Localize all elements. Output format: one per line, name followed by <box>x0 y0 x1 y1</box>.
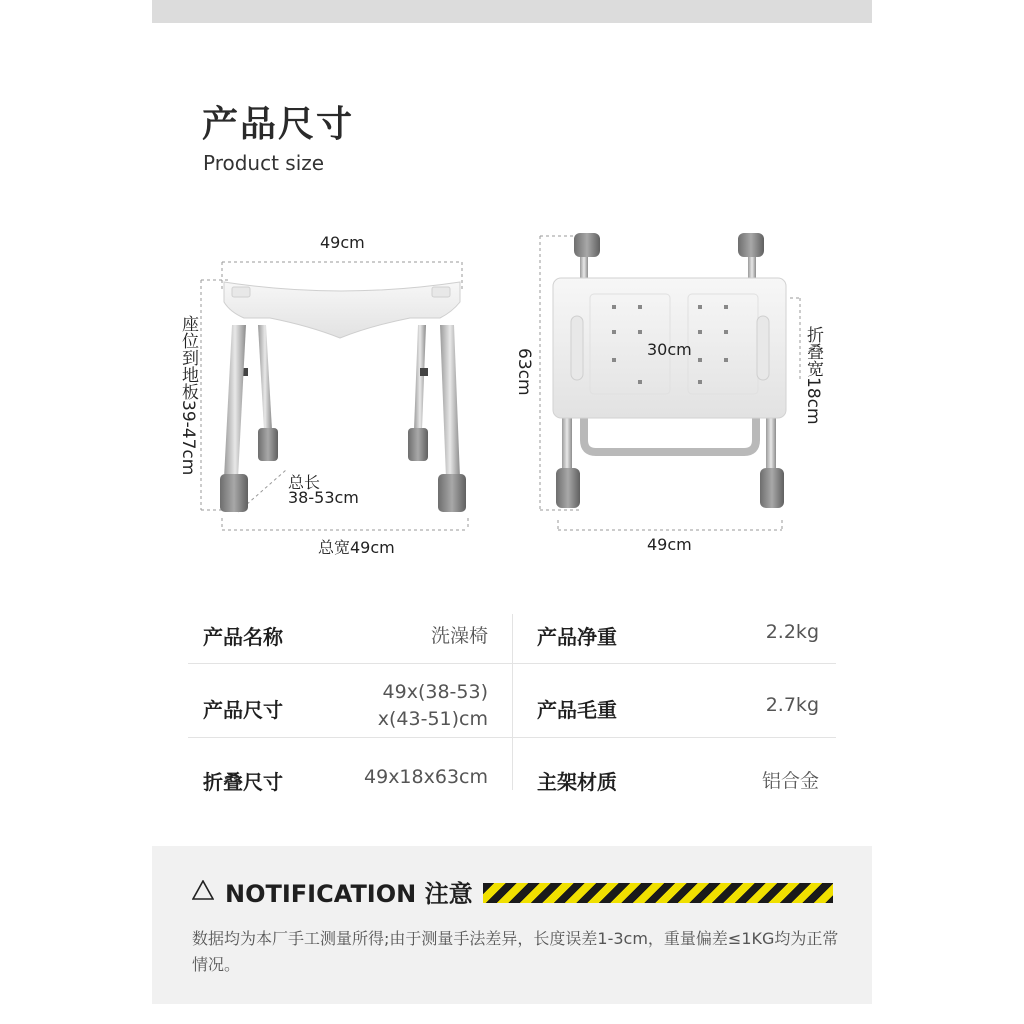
total-width-label: 总宽49cm <box>318 538 395 557</box>
notice-text: 数据均为本厂手工测量所得;由于测量手法差异，长度误差1-3cm，重量偏差≤1KG均为正常情况。 <box>192 929 839 974</box>
spec-net-weight-value: 2.2kg <box>765 621 819 643</box>
spec-gross-weight-label: 产品毛重 <box>537 698 617 722</box>
bottom-width-label: 49cm <box>647 535 692 554</box>
spec-net-weight-label: 产品净重 <box>537 625 617 649</box>
spec-material-label: 主架材质 <box>537 770 617 794</box>
notice-panel <box>152 846 872 1004</box>
left-stool-front-legs <box>220 325 466 512</box>
spec-size-label: 产品尺寸 <box>203 698 283 722</box>
left-stool-back-legs <box>240 325 428 461</box>
seat-depth-label: 30cm <box>647 340 692 359</box>
right-stool-frame <box>556 410 784 508</box>
spec-fold-label: 折叠尺寸 <box>203 770 283 794</box>
spec-size-value-1: 49x(38-53) <box>382 681 488 703</box>
spec-row-separator <box>188 737 836 738</box>
spec-name-label: 产品名称 <box>203 625 283 649</box>
length-value: 38-53cm <box>288 488 359 507</box>
spec-gross-weight-value: 2.7kg <box>765 694 819 716</box>
spec-table <box>188 600 836 794</box>
spec-material-value: 铝合金 <box>761 770 819 792</box>
page-subtitle: Product size <box>203 151 325 175</box>
spec-name-value: 洗澡椅 <box>430 625 488 647</box>
height-label: 63cm <box>514 348 534 396</box>
length-label: 总长 <box>288 473 321 492</box>
spec-fold-value: 49x18x63cm <box>364 766 488 788</box>
warning-triangle-icon <box>192 880 214 900</box>
spec-divider <box>512 614 513 790</box>
seat-height-label: 座位到地板39-47cm <box>178 315 198 476</box>
hazard-stripe <box>483 883 833 903</box>
folded-width-label: 折叠宽18cm <box>803 326 823 425</box>
spec-size-value-2: x(43-51)cm <box>377 708 488 730</box>
spec-row-separator <box>188 663 836 664</box>
notice-heading: NOTIFICATION 注意 <box>225 880 473 908</box>
top-width-label: 49cm <box>320 233 365 252</box>
page-title: 产品尺寸 <box>202 104 355 145</box>
